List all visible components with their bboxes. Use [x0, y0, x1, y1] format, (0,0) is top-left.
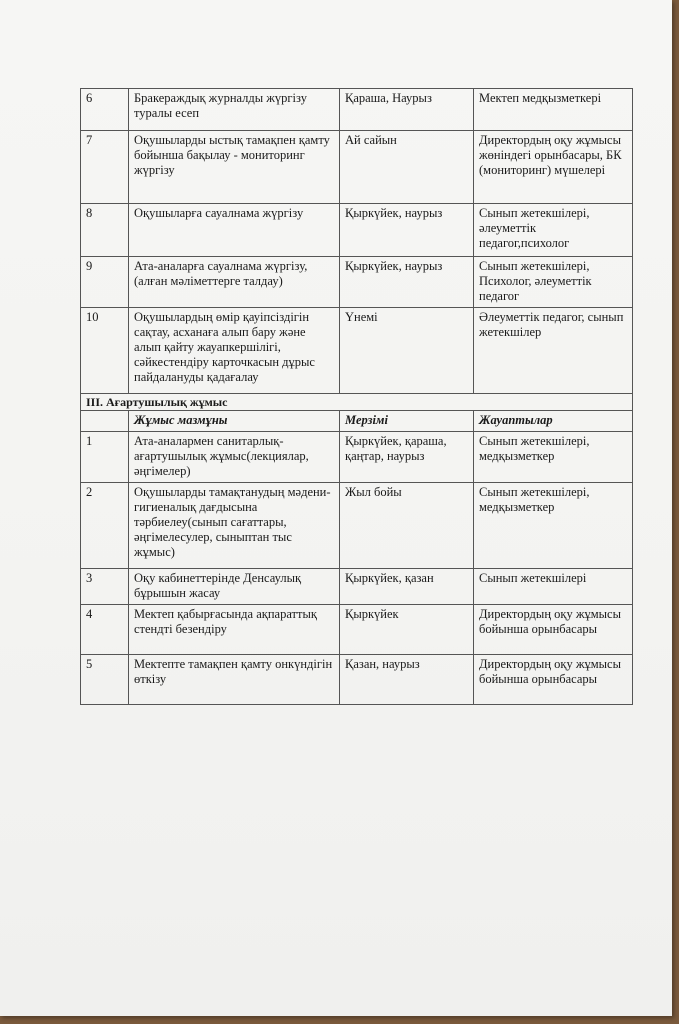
header-task: Жұмыс мазмұны	[129, 411, 340, 432]
header-number	[81, 411, 129, 432]
table-row	[81, 432, 633, 483]
task-cell: Оқушылардың өмір қауіпсіздігін сақтау, асханаға алып бару және алып қайту жауапкершілігі, сәйкестендіру карточкасын дұрыс пайдалануды қадағалау	[129, 308, 340, 394]
row-number: 9	[81, 257, 129, 308]
table-row	[81, 89, 633, 131]
responsible-cell: Директордың оқу жұмысы жөніндегі орынбасары, БК (мониторинг) мүшелері	[474, 131, 633, 204]
table-row	[81, 483, 633, 569]
row-number: 1	[81, 432, 129, 483]
time-cell: Үнемі	[340, 308, 474, 394]
responsible-cell: Сынып жетекшілері, әлеуметтік педагог,психолог	[474, 204, 633, 257]
table-row	[81, 308, 633, 394]
row-number: 6	[81, 89, 129, 131]
task-cell: Оқу кабинеттерінде Денсаулық бұрышын жасау	[129, 569, 340, 605]
time-cell: Қыркүйек, қазан	[340, 569, 474, 605]
responsible-cell: Директордың оқу жұмысы бойынша орынбасары	[474, 655, 633, 705]
header-time: Мерзімі	[340, 411, 474, 432]
task-cell: Оқушыларды тамақтанудың мәдени-гигиеналық дағдысына тәрбиелеу(сынып сағаттары, әңгімелесулер, сыныптан тыс жұмыс)	[129, 483, 340, 569]
responsible-cell: Әлеуметтік педагог, сынып жетекшілер	[474, 308, 633, 394]
time-cell: Қыркүйек	[340, 605, 474, 655]
table-row	[81, 569, 633, 605]
responsible-cell: Сынып жетекшілері, медқызметкер	[474, 432, 633, 483]
responsible-cell: Мектеп медқызметкері	[474, 89, 633, 131]
time-cell: Қараша, Наурыз	[340, 89, 474, 131]
row-number: 8	[81, 204, 129, 257]
plan-table	[80, 88, 633, 705]
time-cell: Жыл бойы	[340, 483, 474, 569]
row-number: 5	[81, 655, 129, 705]
time-cell: Қыркүйек, наурыз	[340, 257, 474, 308]
table-header-row	[81, 411, 633, 432]
responsible-cell: Директордың оқу жұмысы бойынша орынбасары	[474, 605, 633, 655]
table-row	[81, 204, 633, 257]
row-number: 2	[81, 483, 129, 569]
task-cell: Ата-аналарға сауалнама жүргізу, (алған мәліметтерге талдау)	[129, 257, 340, 308]
row-number: 4	[81, 605, 129, 655]
time-cell: Қыркүйек, наурыз	[340, 204, 474, 257]
section-row	[81, 394, 633, 411]
task-cell: Мектепте тамақпен қамту онкүндігін өткізу	[129, 655, 340, 705]
task-cell: Ата-аналармен санитарлық-ағартушылық жұмыс(лекциялар, әңгімелер)	[129, 432, 340, 483]
time-cell: Қазан, наурыз	[340, 655, 474, 705]
section-title: ІІІ. Ағартушылық жұмыс	[81, 394, 633, 411]
task-cell: Мектеп қабырғасында ақпараттық стендті безендіру	[129, 605, 340, 655]
row-number: 7	[81, 131, 129, 204]
table-row	[81, 257, 633, 308]
row-number: 3	[81, 569, 129, 605]
task-cell: Оқушыларды ыстық тамақпен қамту бойынша бақылау - мониторинг жүргізу	[129, 131, 340, 204]
row-number: 10	[81, 308, 129, 394]
table-row	[81, 655, 633, 705]
task-cell: Бракераждық журналды жүргізу туралы есеп	[129, 89, 340, 131]
table-row	[81, 605, 633, 655]
responsible-cell: Сынып жетекшілері, Психолог, әлеуметтік педагог	[474, 257, 633, 308]
table-row	[81, 131, 633, 204]
task-cell: Оқушыларға сауалнама жүргізу	[129, 204, 340, 257]
header-responsible: Жауаптылар	[474, 411, 633, 432]
responsible-cell: Сынып жетекшілері, медқызметкер	[474, 483, 633, 569]
time-cell: Ай сайын	[340, 131, 474, 204]
time-cell: Қыркүйек, қараша, қаңтар, наурыз	[340, 432, 474, 483]
responsible-cell: Сынып жетекшілері	[474, 569, 633, 605]
